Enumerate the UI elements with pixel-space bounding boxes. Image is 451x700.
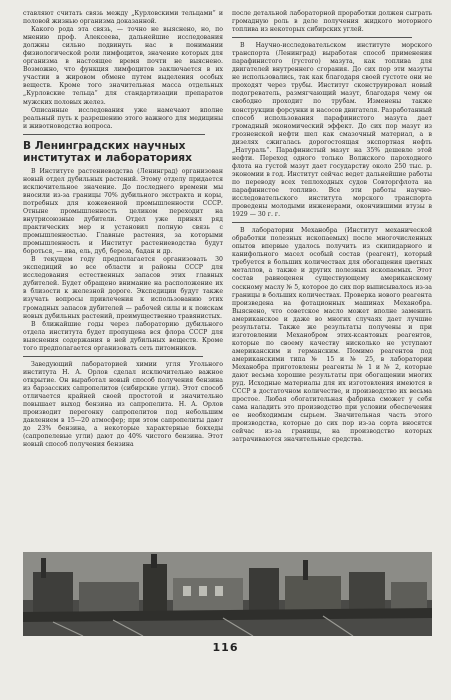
divider [23, 134, 205, 135]
paragraph: В лаборатории Механобра (Институт механической обработки полезных ископаемых) после многочисленных опытов впервые удалось получить из скипидарного и канифольного масел особый состав (реагент), который требуется в больших количествах для обогащения цветных металлов, а также и других полезных ископаемых. Этот состав равноценен существующему американскому соскному маслу № 5, которое до сих пор выписывалось из-за границы в больших количествах. Проверка нового реагента произведена на фотационных машинах Механобра. Выяснено, что советское масло может вполне заменить американское и даже во многих случаях дает лучшие результаты. Также же результаты получены и при изготовлении Механобром этих-ксантовых реагентов, которые по своему качеству нисколько не уступают американским и германским. Помимо реагентов под американскими типа № 15 и № 25, в лаборатории Механобра приготовлены реагенты № 1 и № 2, которые дают весьма хорошие результаты при обогащении многих руд. Исходные материалы для их изготовления имеются в СССР в достаточном количестве, и производство их весьма простое. Любая обогатительная фабрика сможет у себя сама наладить это производство при условии обеспечения ее необходимым сырьем. Значительная часть этого производства, которые до сих пор из-за сорта вносятся сейчас из-за границы, на производство которых затрачиваются значительные средства. [232, 227, 432, 444]
paragraph: после детальной лабораторной проработки должен сыграть громадную роль в деле получения жидкого моторного топлива из некоторых сибирских углей. [232, 10, 432, 34]
divider [23, 356, 203, 357]
paragraph: В ближайшие годы через лабораторию дубильного отдела института будет пропущена вся флора СССР для выяснения содержания в ней дубильных веществ. Кроме того предполагается организовать сеть питомников. [23, 320, 223, 352]
paragraph: Какого рода эта связь, — точно не выяснено, но, по мнению проф. Алексеева, дальнейшие исследования должны сильно подвинуть нас в понимании физиологической роли лимфоцитов, значение которых для организма в настоящее время почти не выяснено. Возможно, что функция лимфоцитов заключается в их участии в жировом обмене путем выделения особых веществ. Кроме того значительная масса отдельных „Курловские тельца“ для стандартизации препаратов мужских половых желез. [23, 26, 223, 106]
divider [232, 222, 412, 223]
paragraph: ставляют считать связь между „Курловскими тельцами“ и половой жизнью организма доказанной. [23, 10, 223, 26]
paragraph: В Научно-исследовательском институте морского транспорта (Ленинград) выработан способ применения парафинистого (густого) мазута, как топлива для двигателей внутреннего сгорания. До сих пор эти мазуты не использовались, так как благодаря своей густоте они не проходят через трубы. Институт сконструировал новый подогреватель, размягчающий мазут, благодаря чему он свободно проходит по трубам. Изменены также конструкции форсунки и насосов двигателя. Разработанный способ использования парафинистого мазута дает громадный экономический эффект. До сих пор мазут из грозненской нефти шел как смазочный материал, а в дизелях сжигалась дорогостоящая экспортная нефть „Натураль“. Парафинистый мазут на 35% дешевле этой нефти. Переход одного только Волжского пароходного флота на густой мазут дает государству около 250 тыс. р. экономии в год. Институт сейчас ведет дальнейшие работы по переводу всех теплоходных судов Совторгфлота на парафинистое топливо. Все эти работы научно-исследовательского института морского транспорта проведены молодыми инженерами, окончившими втузы в 1929 — 30 г. г. [232, 42, 432, 219]
factory-drawing [23, 552, 432, 636]
section-heading: В Ленинградских научных институтах и лабораториях [23, 139, 192, 164]
paragraph: В текущем году предполагается организовать 30 экспедиций во все области и районы СССР для исследования естественных запасов этих главных дубителей. Будет обращено внимание на расположение их в близости к железной дороге. Экспедиции будут также изучать вопросы привлечения к использованию этих громадных запасов дубителей — рабочей силы и к поискам новых дубильных растений, преимущественно травянистых. [23, 256, 223, 320]
paragraph: Описанные исследования уже намечают вполне реальный путь к разрешению этого важного для медицины и животноводства вопроса. [23, 106, 223, 130]
paragraph: В Институте растениеводства (Ленинград) организован новый отдел дубильных растений. Этому отделу придается исключительное значение. До последнего времени мы вносили из-за границы 70% дубильного экстракта и коры, потребных для кожевенной промышленности СССР. Отныне промышленность целиком переходит на внутрисоюзные дубители. Отдел уже принял ряд практических мер и установил полную связь с промышленностью. Главные растения, за которыми промышленность и Институт растениеводства будут бороться, — ива, ель, дуб, береза, бадан и др. [23, 167, 223, 256]
industrial-plant-illustration [23, 552, 432, 636]
page-number: 116 [212, 641, 239, 654]
divider [232, 37, 412, 38]
paragraph: Заведующий лабораторией химии угля Угольного института Н. А. Орлов сделал исключительно важное открытие. Он выработал новый способ получения бензина из барзасских сапропелитов (сибирские угли). Этот способ отличается крайней своей простотой и значительно повышает выход бензина из сапропелита. Н. А. Орлов производит перегонку сапропелитов под небольшим давлением в 15—20 атмосфер; при этом сапропелиты дают до 23% бензина, а некоторые характерные бокхеды (сапропелевые угли) дают до 40% чистого бензина. Этот новый способ получения бензина [23, 360, 223, 449]
left-column [23, 10, 223, 449]
right-column [232, 10, 432, 444]
